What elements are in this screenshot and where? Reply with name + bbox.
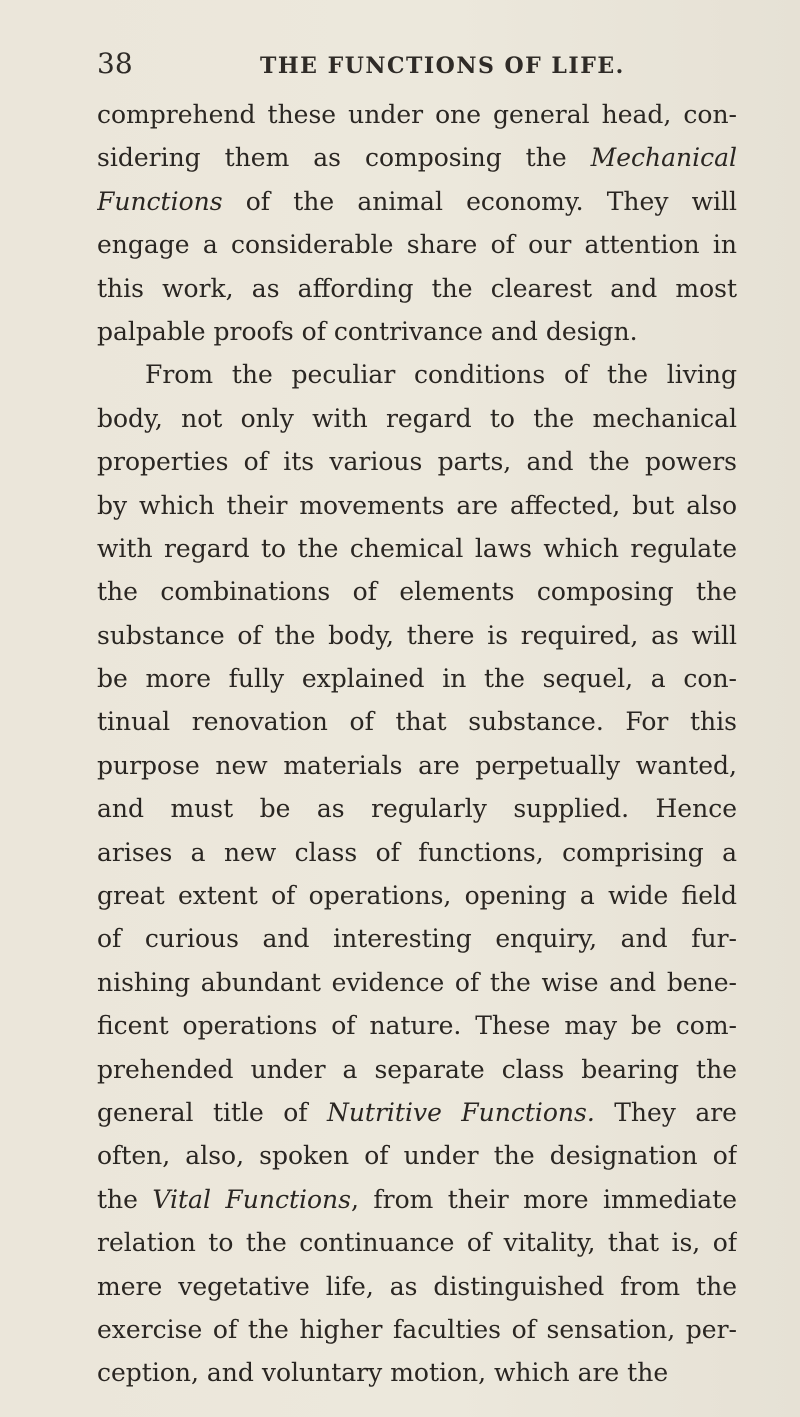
text-line xyxy=(97,1048,737,1091)
text-line xyxy=(97,1004,737,1047)
text-segment: mere vegetative life, as distinguished from the xyxy=(97,1271,737,1301)
text-segment: by which their movements are affected, but also xyxy=(97,490,737,520)
text-line xyxy=(97,614,737,657)
text-line xyxy=(97,1351,737,1394)
text-line xyxy=(97,700,737,743)
text-segment: this work, as affording the clearest and most xyxy=(97,273,737,303)
text-segment: nishing abundant evidence of the wise and bene- xyxy=(97,967,737,997)
text-segment: the combinations of elements composing the xyxy=(97,577,737,607)
italic-term: Functions xyxy=(97,186,223,216)
text-line xyxy=(97,744,737,787)
text-segment: tinual renovation of that substance. For this xyxy=(97,707,737,737)
text-segment: ception, and voluntary motion, which are the xyxy=(97,1358,669,1388)
text-segment: arises a new class of functions, comprising a xyxy=(97,837,737,867)
text-line xyxy=(97,657,737,700)
text-line xyxy=(97,1091,737,1134)
text-segment: purpose new materials are perpetually wanted, xyxy=(97,750,737,780)
text-line xyxy=(97,1308,737,1351)
text-line xyxy=(97,831,737,874)
text-segment: sidering them as composing the xyxy=(97,143,591,173)
text-segment: They are xyxy=(594,1097,737,1127)
text-line xyxy=(97,961,737,1004)
text-line xyxy=(97,1221,737,1264)
text-segment: with regard to the chemical laws which regulate xyxy=(97,533,737,563)
text-segment: , from their more immediate xyxy=(350,1184,737,1214)
text-segment: substance of the body, there is required, as will xyxy=(97,620,737,650)
text-line xyxy=(97,917,737,960)
text-segment: From the peculiar conditions of the living xyxy=(145,360,737,390)
text-line xyxy=(97,180,737,223)
text-line xyxy=(97,353,737,396)
text-line xyxy=(97,1178,737,1221)
text-segment: of curious and interesting enquiry, and fur- xyxy=(97,924,737,954)
text-segment: be more fully explained in the sequel, a con- xyxy=(97,664,737,694)
italic-term: Mechanical xyxy=(590,143,737,173)
text-line xyxy=(97,484,737,527)
italic-term: Vital Functions xyxy=(152,1184,351,1214)
text-segment: body, not only with regard to the mechanical xyxy=(97,403,737,433)
text-segment: often, also, spoken of under the designation of xyxy=(97,1141,737,1171)
text-segment: prehended under a separate class bearing the xyxy=(97,1054,737,1084)
text-segment: of the animal economy. They will xyxy=(222,186,737,216)
text-segment: the xyxy=(97,1184,153,1214)
text-segment: palpable proofs of contrivance and design. xyxy=(97,316,638,346)
running-title: THE FUNCTIONS OF LIFE. xyxy=(260,53,625,79)
text-line xyxy=(97,136,737,179)
text-line xyxy=(97,1134,737,1177)
text-line xyxy=(97,267,737,310)
text-line xyxy=(97,527,737,570)
text-segment: relation to the continuance of vitality, that is, of xyxy=(97,1228,737,1258)
text-segment: comprehend these under one general head, con- xyxy=(97,100,737,129)
text-line xyxy=(97,570,737,613)
text-line xyxy=(97,310,737,353)
text-line xyxy=(97,93,737,136)
text-segment: general title of xyxy=(97,1097,327,1127)
body-text xyxy=(97,93,737,1395)
text-line xyxy=(97,223,737,266)
running-head xyxy=(97,44,737,84)
text-line xyxy=(97,787,737,830)
page-number: 38 xyxy=(97,47,133,80)
text-segment: and must be as regularly supplied. Hence xyxy=(97,794,737,824)
text-line xyxy=(97,397,737,440)
text-segment: ficent operations of nature. These may be com- xyxy=(97,1011,737,1041)
text-segment: great extent of operations, opening a wide field xyxy=(97,881,737,911)
text-line xyxy=(97,1265,737,1308)
text-line xyxy=(97,874,737,917)
text-segment: properties of its various parts, and the powers xyxy=(97,447,737,477)
text-segment: engage a considerable share of our attention in xyxy=(97,230,737,260)
italic-term: Nutritive Functions. xyxy=(326,1097,595,1127)
text-line xyxy=(97,440,737,483)
text-segment: exercise of the higher faculties of sensation, per- xyxy=(97,1314,737,1344)
